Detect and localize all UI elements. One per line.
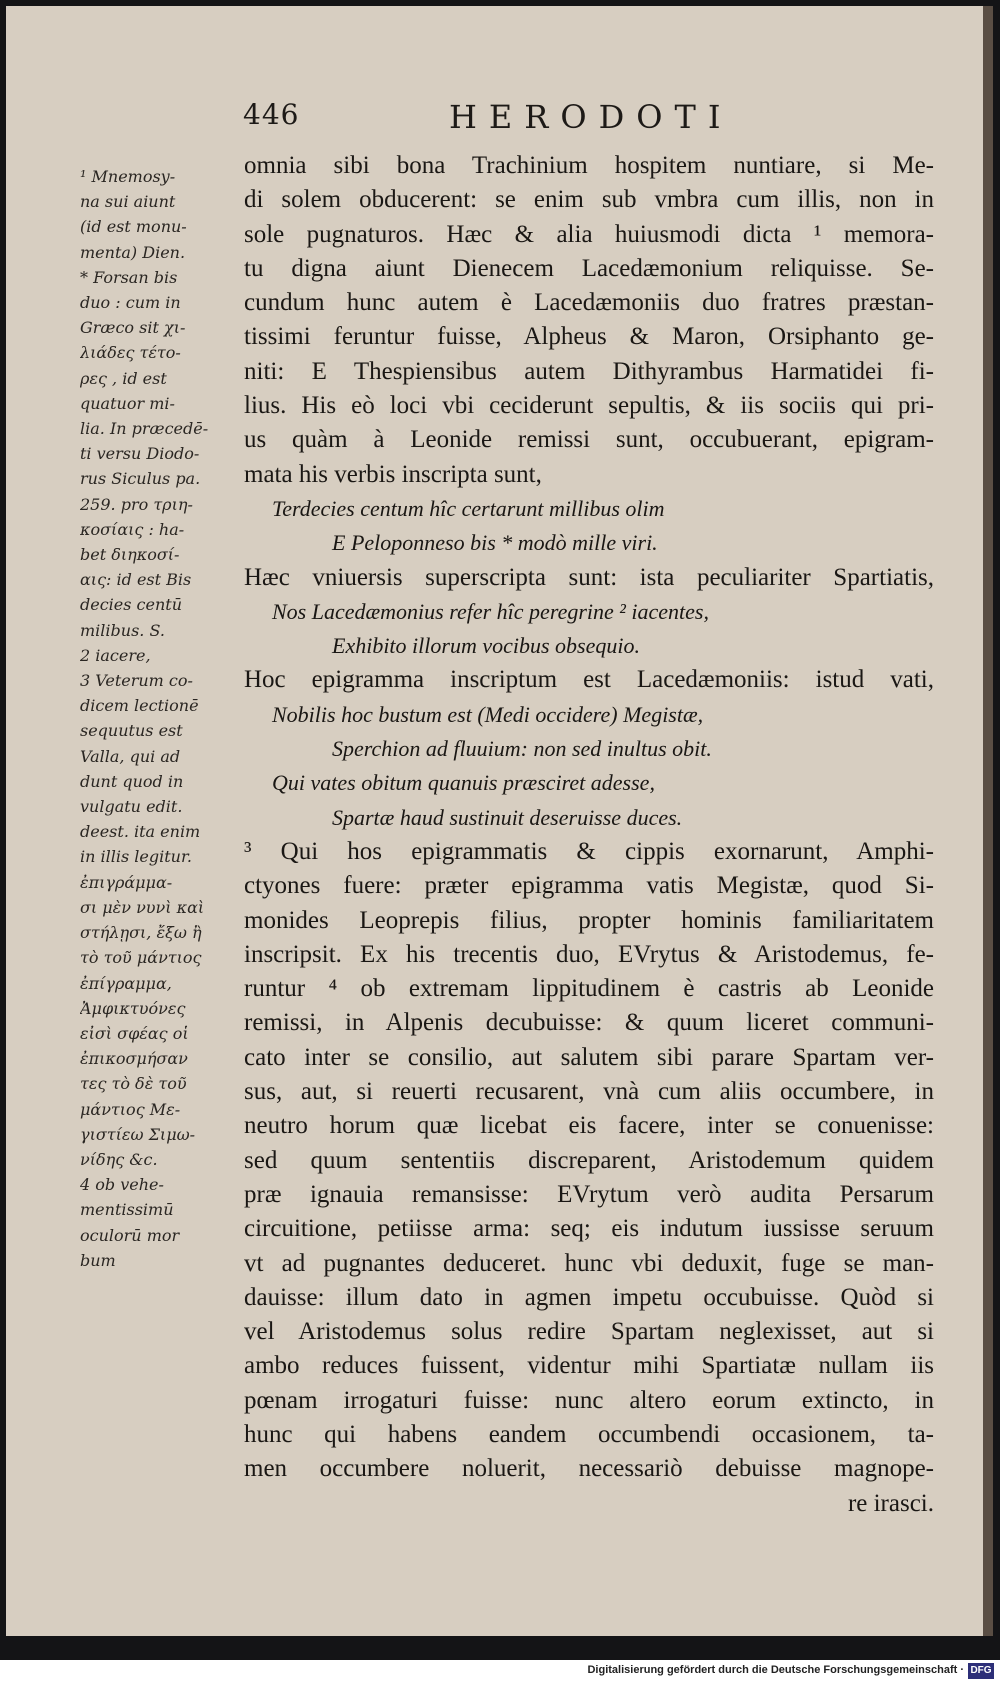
margin-note-line: 4 ob vehe- [80,1175,164,1195]
margin-note-line: Ἀμφικτυόνες [80,998,186,1018]
margin-note-line: τες τὸ δὲ τοῦ [80,1074,187,1094]
margin-note-line: γιστίεω Σιμω- [80,1124,196,1144]
margin-note-line: στήλῃσι, ἔξω ἢ [80,923,202,943]
verse-line: Qui vates obitum quanuis præsciret adesse, [272,770,655,796]
margin-note-line: mentissimū [80,1200,174,1220]
margin-note-line: na sui aiunt [80,192,176,212]
margin-note-line: vulgatu edit. [80,797,183,817]
text-line: Hæc vniuersis superscripta sunt: ista peculiariter Spartiatis, [244,563,934,591]
text-line: Hoc epigramma inscriptum est Lacedæmoniis: istud vati, [244,666,934,694]
margin-note-line: menta) Dien. [80,242,186,262]
margin-note-line: μάντιος Με- [80,1099,181,1119]
text-line: men occumbere noluerit, necessariò debuisse magnope- [244,1455,934,1483]
verse-line: Terdecies centum hîc certarunt millibus olim [272,495,665,521]
margin-note-line: σι μὲν νυνὶ καὶ [80,897,205,917]
margin-note-line: decies centū [80,595,183,615]
text-line: remissi, in Alpenis decubuisse: & quum liceret communi- [244,1009,934,1037]
margin-note-line: 3 Veterum co- [80,671,193,691]
verse-line: Exhibito illorum vocibus obsequio. [332,633,640,659]
margin-note-line: (id est monu- [80,217,187,237]
text-line: hunc qui habens eandem occumbendi occasionem, ta- [244,1420,934,1448]
text-line: re irasci. [847,1489,934,1517]
main-text-block [244,149,934,1521]
margin-note-line: Græco sit χι- [80,318,186,338]
margin-note-line: dunt quod in [80,771,184,791]
text-line: runtur ⁴ ob extremam lippitudinem è castris ab Leonide [244,975,934,1003]
margin-note-line: 2 iacere, [80,645,151,665]
margin-note-line: bum [80,1250,116,1270]
text-line: vel Aristodemus solus redire Spartam neglexisset, aut si [244,1318,934,1346]
text-line: lius. His eò loci vbi ceciderunt sepultis, & iis sociis qui pri- [244,392,934,420]
text-line: ³ Qui hos epigrammatis & cippis exornarunt, Amphi- [244,837,934,865]
margin-note-line: λιάδες τέτο- [80,343,181,363]
margin-note-line: ρες , id est [80,368,167,388]
verse-line: Spartæ haud sustinuit deseruisse duces. [332,804,683,830]
margin-note-line: * Forsan bis [80,267,178,287]
margin-note-line: in illis legitur. [80,847,192,867]
text-line: ctyones fuere: præter epigramma vatis Megistæ, quod Si- [244,872,934,900]
verse-line: Nobilis hoc bustum est (Medi occidere) Megistæ, [272,701,704,727]
text-line: pœnam irrogaturi fuisse: nunc altero eorum extincto, in [244,1386,934,1414]
text-line: vt ad pugnantes deduceret. hunc vbi deduxit, fuge se man- [244,1249,934,1277]
margin-note-line: ἐπικοσμήσαν [80,1049,188,1069]
text-line: circuitione, petiisse arma: seq; eis indutum iussisse seruum [244,1215,934,1243]
margin-note-line: lia. In præcedē- [80,419,209,439]
text-line: ambo reduces fuissent, videntur mihi Spartiatæ nullam iis [244,1352,934,1380]
text-line: præ ignauia remansisse: EVrytum verò audita Persarum [244,1180,934,1208]
text-line: sed quum sententiis discreparent, Aristodemum quidem [244,1146,934,1174]
text-line: tu digna aiunt Dienecem Lacedæmonium reliquisse. Se- [244,254,934,282]
text-line: cato inter se consilio, aut salutem sibi parare Spartam ver- [244,1043,934,1071]
margin-note-line: dicem lectionē [80,696,199,716]
margin-note-line: 259. pro τριη- [80,494,193,514]
text-line: neutro horum quæ licebat eis facere, inter se conuenisse: [244,1112,934,1140]
text-line: sus, aut, si reuerti recusarent, vnà cum aliis occumbere, in [244,1078,934,1106]
text-line: cundum hunc autem è Lacedæmoniis duo fratres præstan- [244,289,934,317]
text-line: us quàm à Leonide remissi sunt, occubuerant, epigram- [244,426,934,454]
verse-line: E Peloponneso bis * modò mille viri. [332,530,658,556]
footer-bar [0,1660,1000,1684]
scanned-page [6,6,993,1636]
margin-note-line: quatuor mi- [80,393,175,413]
margin-note-line: bet διηκοσί- [80,545,180,565]
text-line: omnia sibi bona Trachinium hospitem nuntiare, si Me- [244,152,934,179]
text-line: niti: E Thespiensibus autem Dithyrambus Harmatidei fi- [244,357,934,385]
verse-line: Nos Lacedæmonius refer hîc peregrine ² iacentes, [272,598,709,624]
margin-note-line: ¹ Mnemosy- [80,167,176,186]
text-line: monides Leoprepis filius, propter hominis familiaritatem [244,906,934,934]
text-line: dauisse: illum dato in agmen impetu occubuisse. Quòd si [244,1283,934,1311]
dfg-logo: DFG [968,1663,994,1679]
verse-line: Sperchion ad fluuium: non sed inultus obit. [332,736,712,762]
page-number: 446 [243,98,300,131]
margin-note-line: νίδης &c. [80,1149,158,1169]
margin-note-line: ἐπιγράμμα- [80,872,173,892]
running-title: HERODOTI [449,98,733,136]
margin-note-line: rus Siculus pa. [80,469,201,489]
funding-credit: Digitalisierung gefördert durch die Deutsche Forschungsgemeinschaft · [587,1664,964,1676]
margin-note-line: deest. ita enim [80,822,201,842]
margin-note-line: αις: id est Bis [80,570,192,590]
margin-note-line: oculorū mor [80,1225,180,1245]
margin-note-line: ἐπίγραμμα, [80,973,172,993]
text-line: sole pugnaturos. Hæc & alia huiusmodi dicta ¹ memora- [244,220,934,248]
text-line: tissimi feruntur fuisse, Alpheus & Maron, Orsiphanto ge- [244,323,934,351]
margin-note-line: Valla, qui ad [80,746,181,766]
text-line: di solem obducerent: se enim sub vmbra cum illis, non in [244,186,934,214]
margin-note-line: κοσίαις : ha- [80,519,185,539]
margin-note-line: sequutus est [80,721,183,741]
text-line: inscripsit. Ex his trecentis duo, EVrytus & Aristodemus, fe- [244,940,934,968]
margin-note-line: ti versu Diodo- [80,444,200,464]
margin-note-line: duo : cum in [80,293,181,313]
margin-note-line: milibus. S. [80,620,165,640]
text-line: mata his verbis inscripta sunt, [244,460,542,488]
margin-note-line: εἰσὶ σφέας οἱ [80,1023,189,1043]
margin-note-line: τὸ τοῦ μάντιος [80,948,202,968]
margin-notes [80,164,242,1273]
